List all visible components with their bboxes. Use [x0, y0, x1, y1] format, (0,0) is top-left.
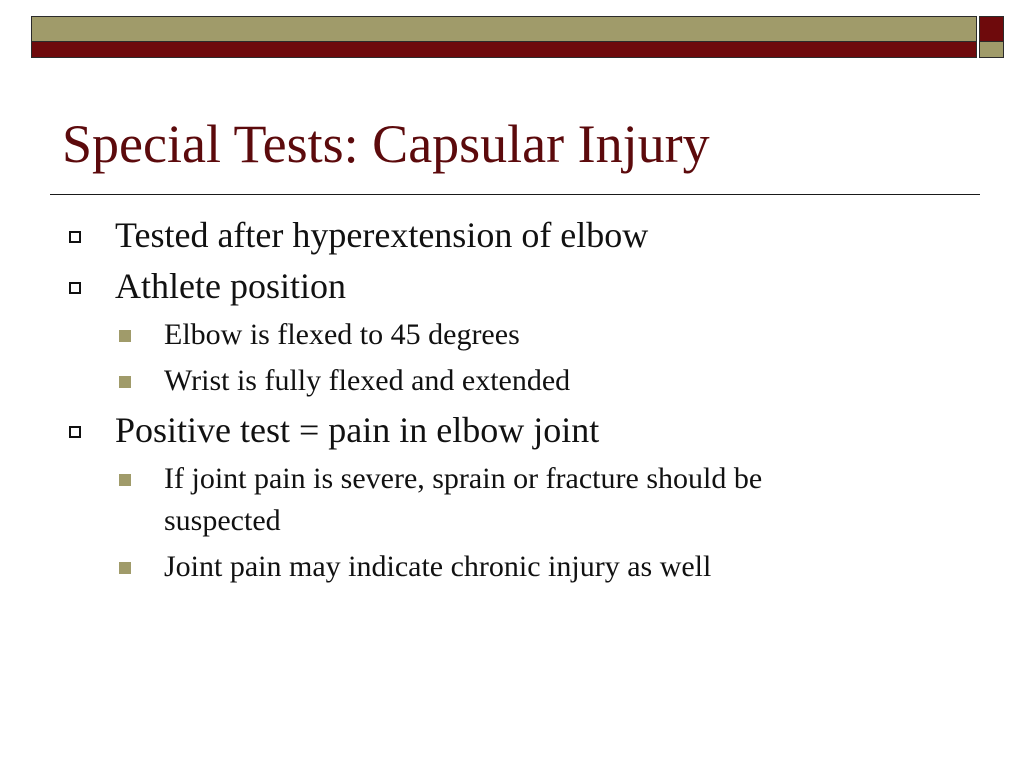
title-divider — [50, 194, 980, 195]
sub-bullet-item: Wrist is fully flexed and extended — [164, 364, 571, 397]
header-corner-maroon — [979, 16, 1004, 42]
header-band-maroon — [31, 42, 977, 58]
hollow-square-bullet-icon — [69, 231, 81, 243]
bullet-item: Positive test = pain in elbow joint — [115, 410, 600, 450]
hollow-square-bullet-icon — [69, 282, 81, 294]
hollow-square-bullet-icon — [69, 426, 81, 438]
filled-square-bullet-icon — [119, 330, 131, 342]
sub-bullet-continuation: suspected — [164, 504, 281, 537]
filled-square-bullet-icon — [119, 562, 131, 574]
slide-title: Special Tests: Capsular Injury — [62, 114, 710, 174]
bullet-item: Tested after hyperextension of elbow — [115, 215, 649, 255]
sub-bullet-item: Elbow is flexed to 45 degrees — [164, 318, 520, 351]
header-corner-olive — [979, 42, 1004, 58]
filled-square-bullet-icon — [119, 474, 131, 486]
bullet-item: Athlete position — [115, 266, 346, 306]
header-band-olive — [31, 16, 977, 42]
sub-bullet-item: Joint pain may indicate chronic injury as well — [164, 550, 712, 583]
filled-square-bullet-icon — [119, 376, 131, 388]
sub-bullet-item: If joint pain is severe, sprain or fracture should be — [164, 462, 763, 495]
